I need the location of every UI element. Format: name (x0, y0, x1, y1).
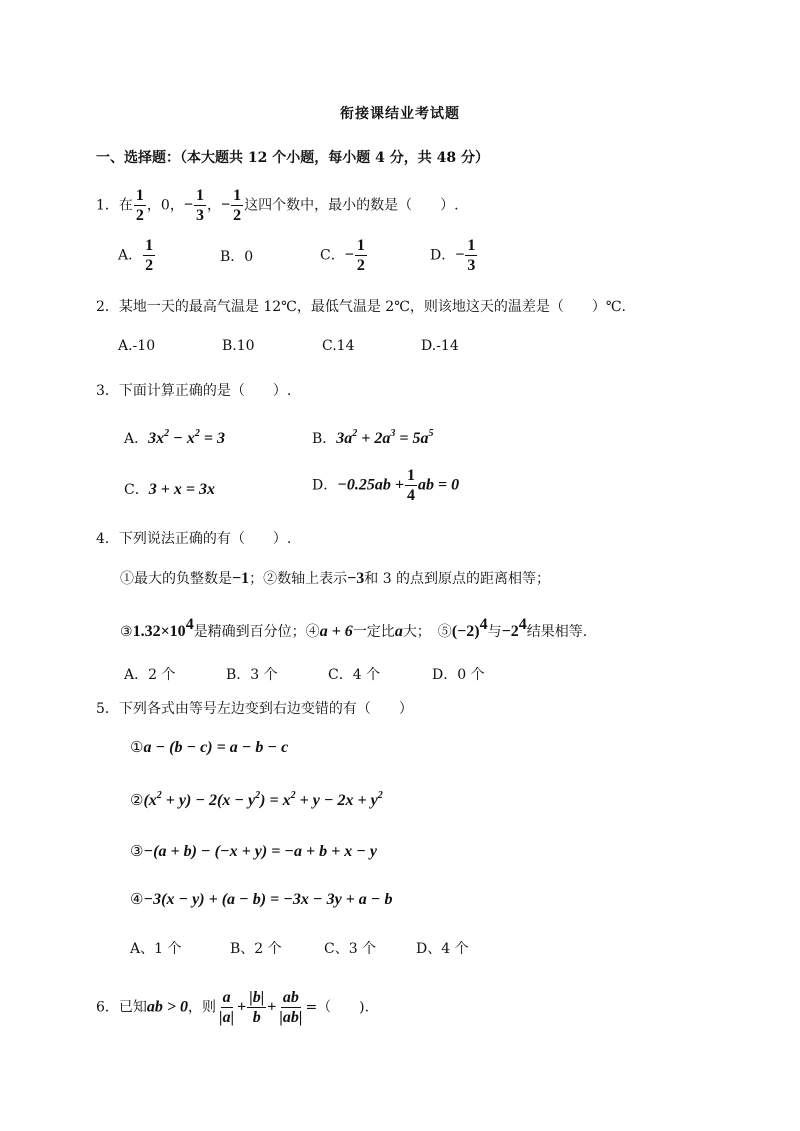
q2-option-d: D.-14 (421, 338, 459, 354)
q1-frac-1: $\frac{1}{2}$ (135, 187, 144, 224)
section-heading: 一、选择题：（本大题共 12 个小题，每小题 4 分，共 48 分） (96, 150, 489, 166)
q6-frac-3: $\frac{ab}{|ab|}$ (279, 989, 303, 1026)
q3-option-d: D．−0.25ab + $\frac{1}{4}$ ab = 0 (312, 467, 460, 504)
q6-frac-2: $\frac{|b|}{b}$ (249, 989, 265, 1026)
q1-option-a: A． $\frac{1}{2}$ (118, 237, 154, 274)
q4-option-b: B．3 个 (226, 667, 278, 683)
q1-option-b: B．0 (220, 249, 254, 265)
q3-option-c: C．3 + x = 3x (124, 481, 215, 498)
q1-option-c: C．− $\frac{1}{2}$ (320, 237, 365, 274)
q5-expression-1: ①a − (b − c) = a − b − c (130, 738, 289, 756)
q6-mid: ，则 (188, 999, 217, 1016)
q5-option-d: D、4 个 (416, 941, 469, 957)
question-1 (96, 186, 459, 225)
q1-frac-2: $\frac{1}{3}$ (195, 187, 204, 224)
question-3: 3．下面计算正确的是（ ）. (96, 383, 292, 399)
q5-option-c: C、3 个 (324, 941, 377, 957)
q1-minus-2: − (183, 196, 193, 214)
q6-suffix: =（ ). (305, 999, 370, 1016)
q4-option-c: C．4 个 (328, 667, 381, 683)
q6-frac-1: $\frac{a}{|a|}$ (219, 989, 235, 1026)
page-title: 衔接课结业考试题 (340, 106, 460, 122)
q4-option-d: D．0 个 (432, 667, 485, 683)
q4-statement-line-2: $③1.32\times 10^4$是精确到百分位；④a + 6一定比a大； $⑤(-2)^4$与$-2^4$结果相等. (120, 616, 588, 640)
q5-expression-4: ④−3(x − y) + (a − b) = −3x − 3y + a − b (130, 890, 393, 908)
q5-option-a: A、1 个 (130, 941, 182, 957)
q1-minus-3: − (220, 196, 231, 214)
q4-statement-line-1: ①最大的负整数是−1；②数轴上表示−3和 3 的点到原点的距离相等； (120, 570, 551, 587)
q3-option-b: B．$3a^2 + 2a^3 = 5a^5$ (312, 428, 434, 447)
q5-option-b: B、2 个 (230, 941, 282, 957)
question-4: 4．下列说法正确的有（ ）. (96, 531, 292, 547)
q6-plus-2: + (267, 998, 277, 1016)
q6-prefix: 6．已知 (96, 999, 147, 1016)
q4-option-a: A．2 个 (124, 667, 176, 683)
q1-sep-1: ，0， (146, 197, 184, 214)
question-5: 5．下列各式由等号左边变到右边变错的有（ ） (96, 701, 413, 717)
question-6 (96, 988, 369, 1027)
q5-expression-2: $②(x^2 + y) - 2(x - y^2) = x^2 + y - 2x + y^2$ (130, 790, 383, 809)
q2-option-c: C.14 (322, 338, 355, 354)
q1-option-d: D．− $\frac{1}{3}$ (430, 237, 476, 274)
q2-option-a: A.-10 (118, 338, 156, 354)
q6-plus-1: + (237, 998, 247, 1016)
q2-option-b: B.10 (222, 338, 255, 354)
q1-prefix: 1．在 (96, 197, 133, 214)
q1-suffix: 这四个数中，最小的数是（ ）. (244, 197, 459, 214)
question-2: 2．某地一天的最高气温是 12℃，最低气温是 2℃，则该地这天的温差是（ ）℃. (96, 299, 626, 315)
q6-condition: ab > 0 (146, 998, 189, 1016)
q1-sep-2: ， (206, 197, 221, 214)
q5-expression-3: ③−(a + b) − (−x + y) = −a + b + x − y (130, 842, 378, 860)
q1-frac-3: $\frac{1}{2}$ (233, 187, 242, 224)
q3-option-a: A．$3x^2 - x^2 = 3$ (124, 428, 225, 447)
